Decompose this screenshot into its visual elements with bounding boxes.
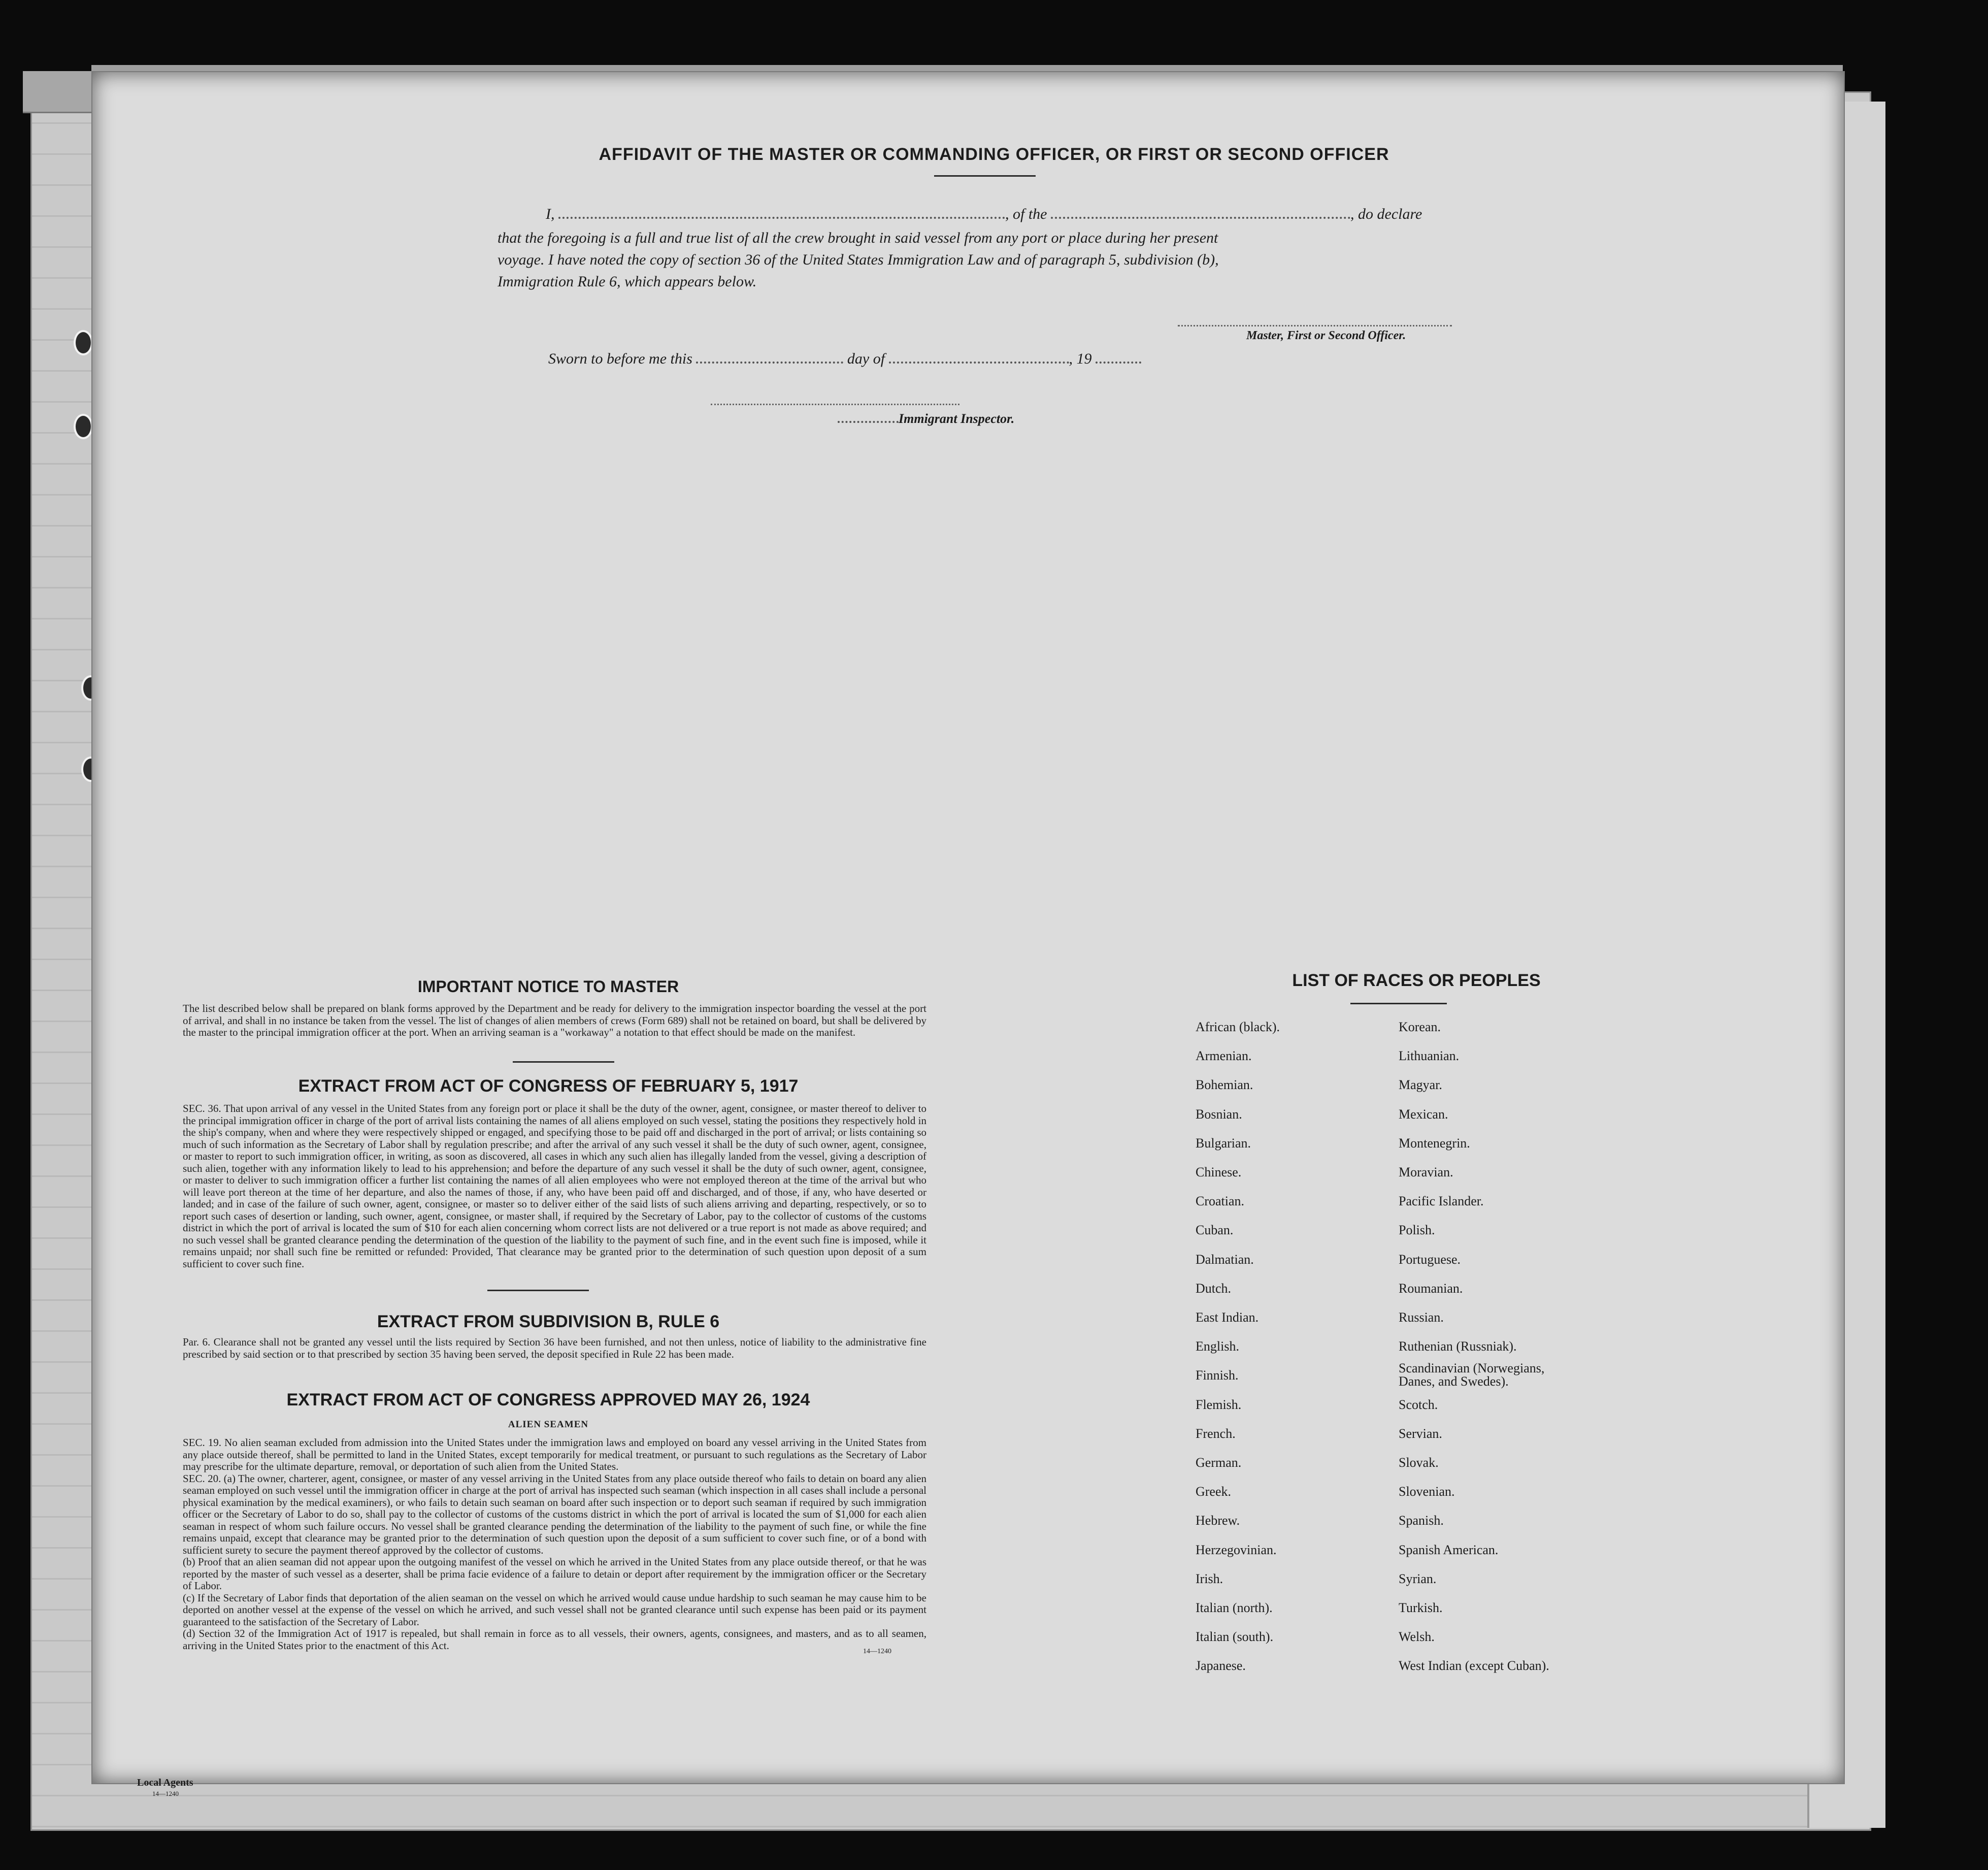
race-item: Pacific Islander. (1399, 1194, 1484, 1209)
sec-20c: (c) If the Secretary of Labor finds that deportation of the alien seaman on the vessel on which he arrived would cause undue hardship to such seaman he may cause him to be deported on another vessel at the expense of the vessel on which he arrived, and such vessel shall not be granted clearance until such expense has been paid or its payment guaranteed to the satisfaction of the Secretary of Labor. (183, 1591, 926, 1628)
master-name-field[interactable] (558, 217, 1005, 219)
extract-1917-divider (487, 1290, 589, 1291)
extract-form-number: 14—1240 (863, 1648, 891, 1655)
master-signature-field[interactable] (1178, 325, 1452, 326)
race-item: Scandinavian (Norwegians, Danes, and Swedes). (1399, 1361, 1545, 1389)
race-item: Syrian. (1399, 1571, 1437, 1586)
race-item: Japanese. (1196, 1658, 1246, 1674)
race-item: Slovak. (1399, 1455, 1439, 1470)
extract-rule6-body: Par. 6. Clearance shall not be granted any vessel until the lists required by Section 36 have been furnished, and not then unless, notice of liability to the administrative fine prescribed by said section or to that prescribed by section 35 having been served, the deposit specified in Rule 22 has been made. (183, 1336, 926, 1360)
affidavit-line-2: that the foregoing is a full and true list of all the crew brought in said vessel from any port or place during her present (498, 229, 1218, 246)
vessel-name-field[interactable] (1051, 217, 1350, 219)
inspector-leader (838, 421, 899, 423)
race-item: French. (1196, 1426, 1236, 1441)
race-item: Greek. (1196, 1484, 1232, 1499)
sec-20b: (b) Proof that an alien seaman did not appear upon the outgoing manifest of the vessel on which he arrived in the United States from any place outside thereof, or that he was reported by the master of such vessel as a deserter, shall be prima facie evidence of a failure to detain or deport after requirement by the immigration officer or the Secretary of Labor. (183, 1556, 926, 1592)
sworn-line (548, 350, 1141, 368)
affidavit-line-1 (546, 206, 1422, 223)
inspector-signature-field[interactable] (711, 404, 959, 405)
title-divider (934, 175, 1036, 177)
race-item: Polish. (1399, 1223, 1435, 1238)
race-item: Spanish. (1399, 1513, 1444, 1528)
race-item: African (black). (1196, 1020, 1280, 1034)
race-item: Magyar. (1399, 1077, 1442, 1093)
sworn-day-field[interactable] (696, 362, 843, 364)
race-item: Moravian. (1399, 1165, 1453, 1179)
race-item: Mexican. (1399, 1106, 1448, 1122)
race-item: Korean. (1399, 1020, 1441, 1034)
race-item: Bohemian. (1196, 1077, 1253, 1093)
notice-title: IMPORTANT NOTICE TO MASTER (417, 977, 679, 996)
race-item: Scotch. (1399, 1397, 1438, 1412)
punch-hole-icon (74, 330, 93, 355)
race-item: Cuban. (1196, 1223, 1234, 1238)
race-item: Croatian. (1196, 1194, 1245, 1209)
sec-19: SEC. 19. No alien seaman excluded from admission into the United States under the immigration laws and employed on board any vessel arriving in the United States from any place outside thereof, shall be permitted to land in the United States, except temporarily for medical treatment, or pursuant to such regulations as the Secretary of Labor may prescribe for the ultimate departure, removal, or deportation of such alien from the United States. (183, 1436, 926, 1472)
affidavit-of-label: , of the (1005, 206, 1047, 222)
extract-1917-body: SEC. 36. That upon arrival of any vessel in the United States from any foreign port or place it shall be the duty of the owner, agent, consignee, or master thereof to deliver to the principal immigration officer in charge of the port of arrival lists containing the names of all aliens employed on such vessel, stating the positions they respectively hold in the ship's company, when and where they were respectively shipped or engaged, and specifying those to be paid off and discharged in the port of arrival; or lists containing so much of such information as the Secretary of Labor shall by regulation prescribe; and after the arrival of any such vessel it shall be the duty of such owner, agent, consignee, or master to report to such immigration officer, in writing, as soon as discovered, all cases in which any such alien has illegally landed from the vessel, giving a description of such alien, together with any information likely to lead to his apprehension; and before the departure of any such vessel it shall be the duty of such owner, agent, consignee, or master to deliver to such immigration officer a further list containing the names of all alien employees who were not employed thereon at the time of the arrival but who will leave port thereon at the time of her departure, and also the names of those, if any, who have been paid off and discharged, and of those, if any, who have deserted or landed; and in case of the failure of such owner, agent, consignee, or master so to deliver either of the said lists of such aliens arriving and departing, respectively, or so to report such cases of desertion or landing, such owner, agent, consignee, or master shall, if required by the Secretary of Labor, pay to the collector of customs of the customs district in which the port of arrival is located the sum of $10 for each alien concerning whom correct lists are not delivered or a true report is not made as above required; and no such vessel shall be granted clearance pending the determination of the question of the liability to the payment of such fine, and in the event such fine is imposed, while it remains unpaid; nor shall such fine be remitted or refunded: Provided, That clearance may be granted prior to the determination of such question upon deposit of a sum sufficient to cover such fine. (183, 1102, 926, 1270)
race-item: Italian (north). (1196, 1600, 1273, 1615)
affidavit-line-3: voyage. I have noted the copy of section 36 of the United States Immigration Law and of paragraph 5, subdivision (b), (498, 251, 1219, 268)
extract-1924-title: EXTRACT FROM ACT OF CONGRESS APPROVED MAY 26, 1924 (286, 1390, 810, 1409)
race-item: Irish. (1196, 1571, 1223, 1586)
race-item: Flemish. (1196, 1397, 1242, 1412)
race-item: Welsh. (1399, 1629, 1435, 1645)
affidavit-declare-label: , do declare (1350, 206, 1422, 222)
race-item: Slovenian. (1399, 1484, 1455, 1499)
notice-body: The list described below shall be prepared on blank forms approved by the Department and be ready for delivery to the immigration inspector boarding the vessel at the port of arrival, and shall in no instance be taken from the vessel. The list of changes of alien members of crews (Form 689) shall not be retained on board, but shall be delivered by the master to the principal immigration officer at the port. When an arriving seaman is a "workaway" a notation to that effect should be made on the manifest. (183, 1002, 926, 1038)
race-item: Italian (south). (1196, 1629, 1274, 1645)
sworn-year-label: , 19 (1069, 350, 1092, 367)
inspector-caption: Immigrant Inspector. (899, 411, 1015, 426)
races-title: LIST OF RACES OR PEOPLES (1292, 971, 1541, 990)
race-item: Portuguese. (1399, 1252, 1461, 1267)
punch-hole-icon (74, 414, 93, 439)
local-agents-label: Local Agents (137, 1777, 193, 1788)
race-item: English. (1196, 1339, 1239, 1354)
race-item: Russian. (1399, 1310, 1444, 1325)
sworn-prefix: Sworn to before me this (548, 350, 692, 367)
footer-form-number: 14—1240 (152, 1790, 179, 1797)
race-item: Finnish. (1196, 1368, 1239, 1383)
race-item: Armenian. (1196, 1048, 1252, 1064)
race-item: Roumanian. (1399, 1281, 1463, 1296)
races-divider (1350, 1003, 1447, 1004)
race-item: Bosnian. (1196, 1106, 1242, 1122)
race-item: Servian. (1399, 1426, 1442, 1441)
race-item: West Indian (except Cuban). (1399, 1658, 1549, 1674)
race-item: Hebrew. (1196, 1513, 1240, 1528)
race-item: Lithuanian. (1399, 1048, 1460, 1064)
race-item: Spanish American. (1399, 1542, 1499, 1557)
race-item: East Indian. (1196, 1310, 1259, 1325)
race-item: Bulgarian. (1196, 1135, 1251, 1151)
sworn-month-field[interactable] (889, 362, 1069, 364)
inspector-line (838, 411, 1014, 427)
race-item: Ruthenian (Russniak). (1399, 1339, 1517, 1354)
affidavit-i-label: I, (546, 206, 555, 222)
race-item: Turkish. (1399, 1600, 1443, 1615)
extract-1924-subtitle: ALIEN SEAMEN (508, 1419, 589, 1430)
race-item: Dalmatian. (1196, 1252, 1254, 1267)
sec-20d: (d) Section 32 of the Immigration Act of 1917 is repealed, but shall remain in force as to all vessels, their owners, agents, consignees, and masters, and as to all seamen, arriving in the United States prior to the enactment of this Act. (183, 1627, 926, 1652)
race-item: German. (1196, 1455, 1242, 1470)
signature-caption: Master, First or Second Officer. (1246, 329, 1406, 342)
affidavit-line-4: Immigration Rule 6, which appears below. (498, 273, 757, 290)
affidavit-title: AFFIDAVIT OF THE MASTER OR COMMANDING OFFICER, OR FIRST OR SECOND OFFICER (599, 145, 1389, 164)
notice-divider (513, 1061, 614, 1063)
race-item: Dutch. (1196, 1281, 1232, 1296)
sec-20a: SEC. 20. (a) The owner, charterer, agent, consignee, or master of any vessel arriving in the United States from any place outside thereof who fails to detain on board any alien seaman employed on such vessel until the immigration officer in charge at the port of arrival has inspected such seaman (which inspection in all cases shall include a personal physical examination by the medical examiners), or who fails to detain such seaman on board after such inspection or to deport such seaman if required by such immigration officer or the Secretary of Labor to do so, shall pay to the collector of customs of the customs district in which the port of arrival is located the sum of $1,000 for each alien seaman in respect of whom such failure occurs. No vessel shall be granted clearance pending the determination of the liability to the payment of such fine, or while the fine remains unpaid, except that clearance may be granted prior to the determination of such question upon the deposit of a sum sufficient to cover such fine, or of a bond with sufficient surety to secure the payment thereof approved by the collector of customs. (183, 1472, 926, 1556)
sworn-day-label: day of (847, 350, 885, 367)
race-item: Herzegovinian. (1196, 1542, 1277, 1557)
extract-1924-sections (183, 1437, 926, 1652)
race-item: Chinese. (1196, 1165, 1242, 1179)
sworn-year-field[interactable] (1096, 362, 1141, 364)
extract-rule6-title: EXTRACT FROM SUBDIVISION B, RULE 6 (377, 1312, 720, 1331)
race-item: Montenegrin. (1399, 1135, 1470, 1151)
extract-1917-title: EXTRACT FROM ACT OF CONGRESS OF FEBRUARY 5, 1917 (298, 1076, 799, 1096)
